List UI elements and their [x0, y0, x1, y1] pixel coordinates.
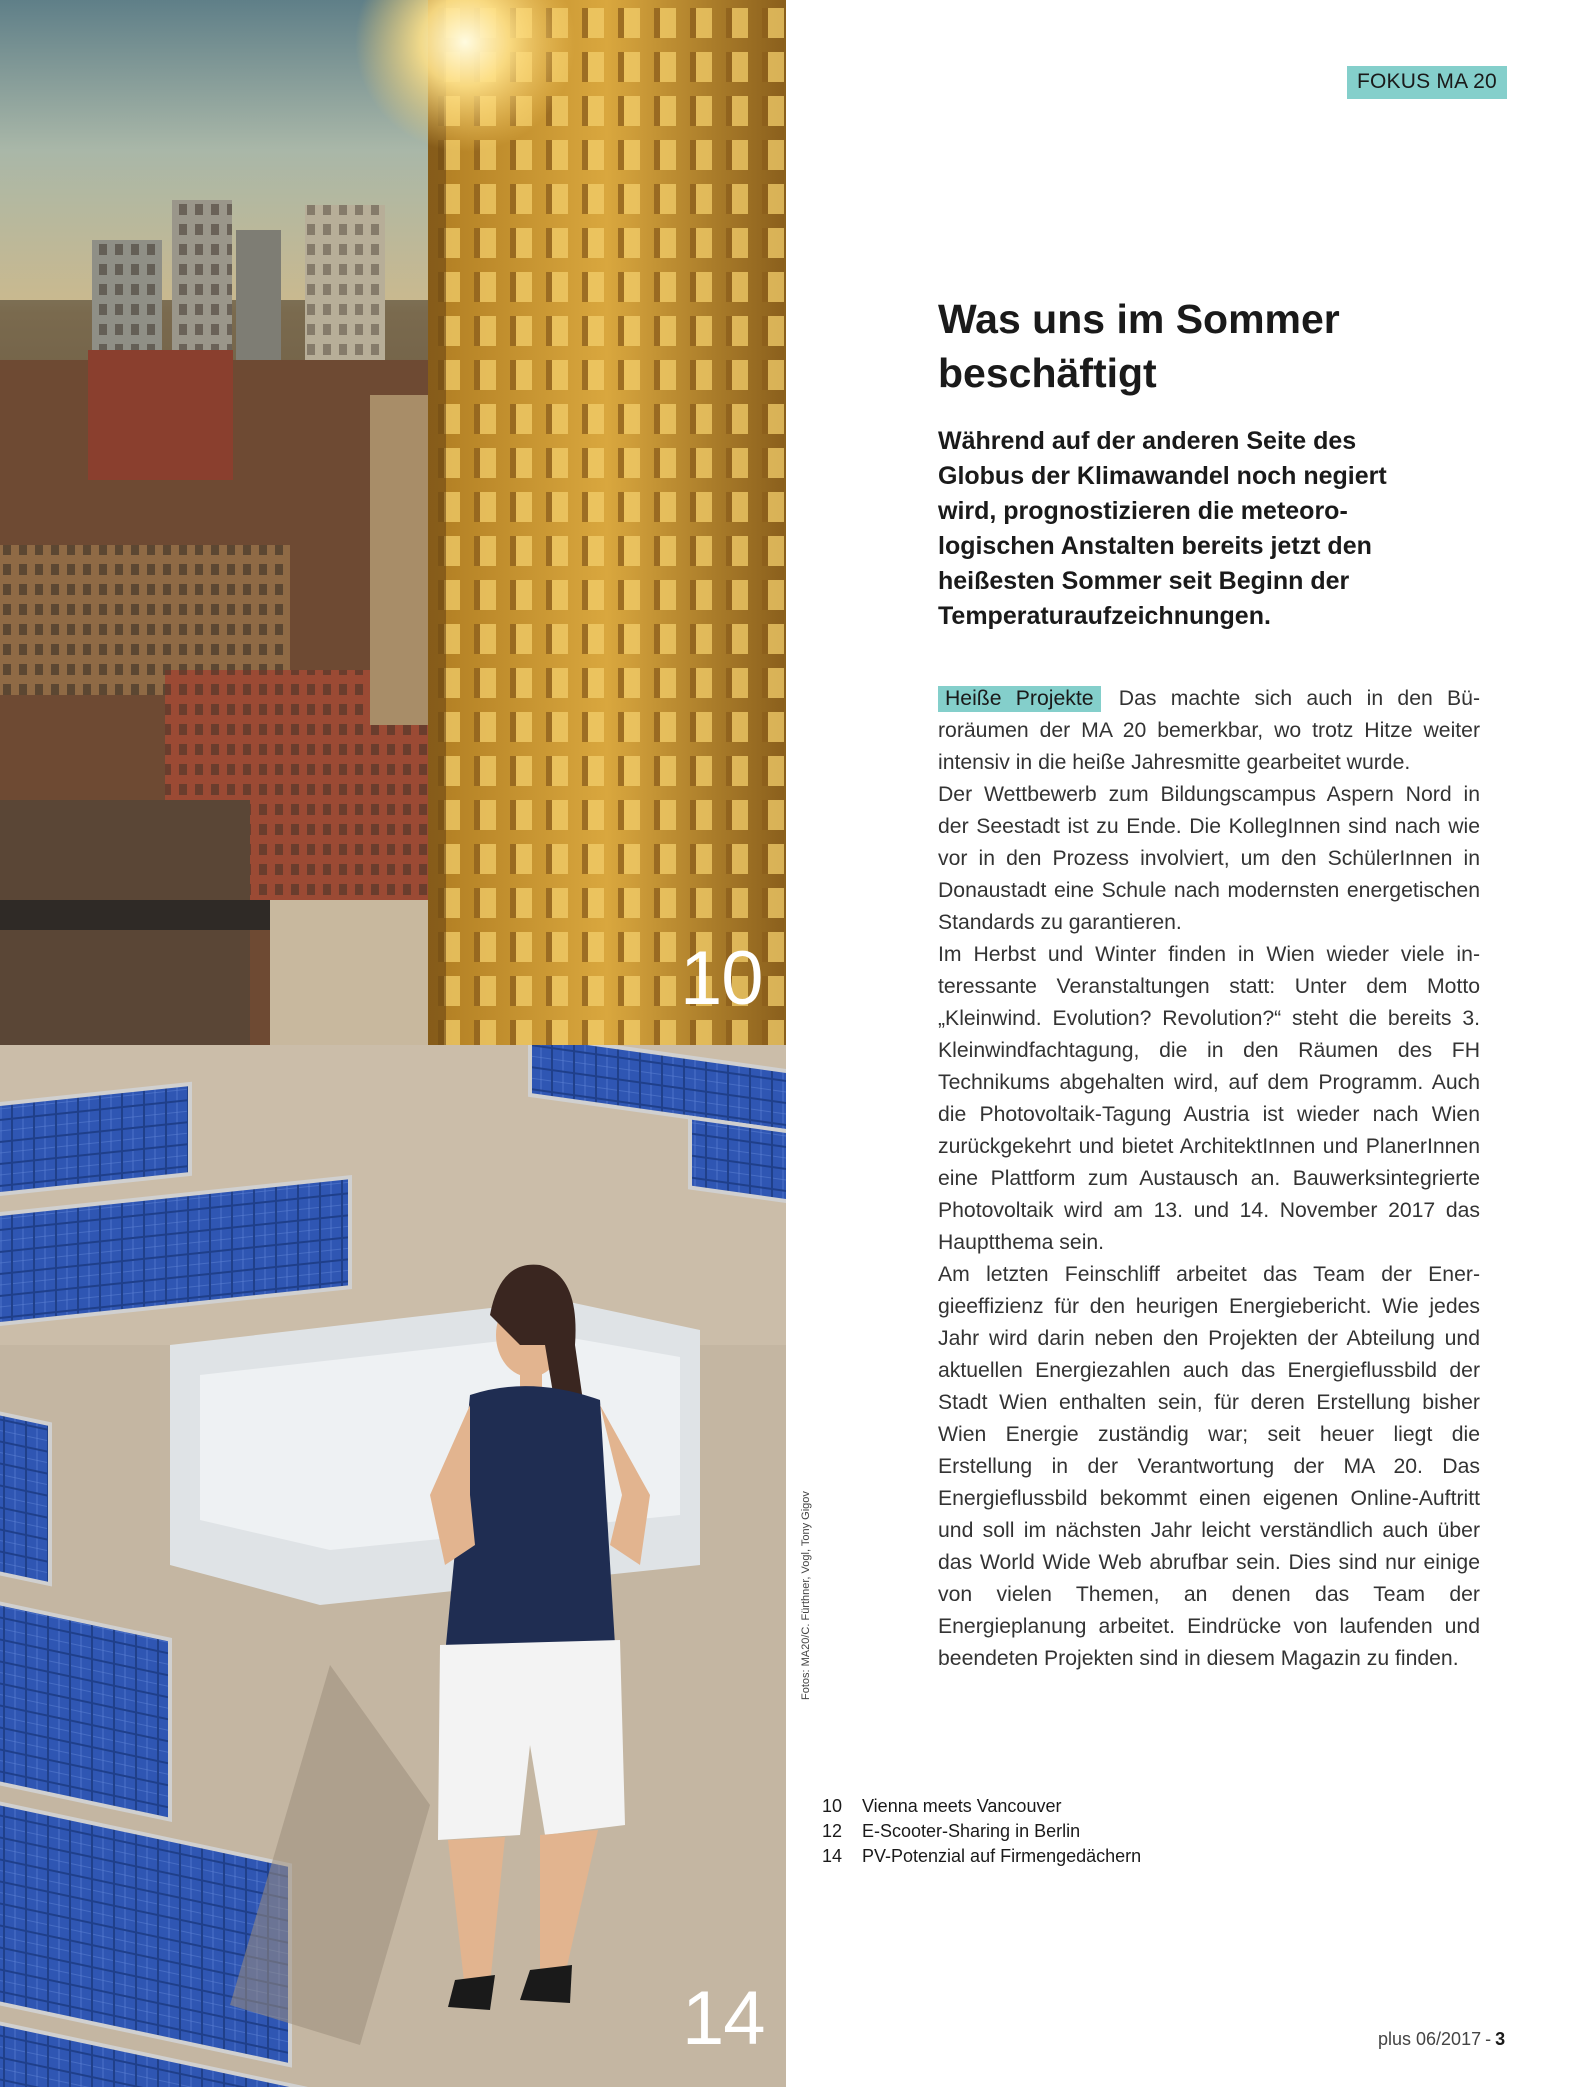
- footer-issue: plus 06/2017: [1378, 2029, 1482, 2049]
- body-kicker: Heiße Projekte: [938, 686, 1101, 712]
- photo-column: [0, 0, 786, 2087]
- footer-page-number: 3: [1495, 2029, 1506, 2049]
- article-body: [938, 683, 1480, 1675]
- photo-vancouver-skyline: [0, 0, 786, 1045]
- photo-credit: Fotos: MA20/C. Fürthner, Vogl, Tony Gigov: [800, 1491, 812, 1700]
- toc-item-number: 10: [822, 1796, 843, 1816]
- toc-item[interactable]: [822, 1844, 1141, 1869]
- footer-separator: -: [1485, 2029, 1492, 2049]
- headline: Was uns im Sommer beschäftigt: [938, 296, 1340, 396]
- body-paragraph-1: [938, 683, 1480, 779]
- page-footer: [1378, 2029, 1505, 2050]
- toc-item-title: PV-Potenzial auf Firmengedächern: [862, 1846, 1142, 1866]
- toc-item[interactable]: [822, 1794, 1141, 1819]
- lead-paragraph: Während auf der anderen Seite des Globus der Klimawandel noch negiert wird, prognostizieren die meteorologischen Anstalten bereits jetzt den heißesten Sommer seit Beginn der Temperaturaufzeichnungen.: [938, 427, 1387, 630]
- photo-page-number-10: 10: [680, 936, 763, 1021]
- photo-rooftop-solar: [0, 1045, 786, 2087]
- table-of-contents: [822, 1794, 1141, 1869]
- rooftop-illustration: [0, 1045, 786, 2087]
- body-paragraph-2: Der Wettbewerb zum Bildungscampus Aspern Nord in der Seestadt ist zu Ende. Die KollegInnen sind nach wie vor in den Prozess involviert, um den SchülerInnen in Donaustadt eine Schule nach modernsten energetischen Standards zu garantieren.: [938, 783, 1480, 934]
- toc-item-number: 12: [822, 1821, 843, 1841]
- vancouver-illustration: [0, 0, 786, 1045]
- body-paragraph-1-text: Das machte sich auch in den Büroräumen der MA 20 bemerkbar, wo trotz Hitze weiter intensiv in die heiße Jahresmitte gearbeitet wurde.: [938, 687, 1481, 774]
- body-paragraph-3: Im Herbst und Winter finden in Wien wieder viele interessante Veranstaltungen statt: Unter dem Motto „Kleinwind. Evolution? Revolution?“ steht die bereits 3. Kleinwindfachtagung, die in den Räumen des FH Technikums abgehalten wird, auf dem Programm. Auch die Photovoltaik-Tagung Austria ist wieder nach Wien zurückgekehrt und bietet ArchitektInnen und PlanerInnen eine Plattform zum Austausch an. Bauwerksintegrierte Photovoltaik wird am 13. und 14. November 2017 das Hauptthema sein.: [938, 943, 1480, 1254]
- toc-item-title: E-Scooter-Sharing in Berlin: [862, 1821, 1081, 1841]
- toc-item-title: Vienna meets Vancouver: [862, 1796, 1062, 1816]
- photo-page-number-14: 14: [682, 1976, 765, 2061]
- section-tag: FOKUS MA 20: [1347, 66, 1507, 99]
- toc-item[interactable]: [822, 1819, 1141, 1844]
- body-paragraph-4: Am letzten Feinschliff arbeitet das Team der Energieeffizienz für den heurigen Energiebericht. Wie jedes Jahr wird darin neben den Projekten der Abteilung und aktuellen Energiezahlen auch das Energieflussbild der Stadt Wien enthalten sein, für deren Erstellung bisher Wien Energie zuständig war; seit heuer liegt die Erstellung in der Verantwortung der MA 20. Das Energieflussbild bekommt einen eigenen Online-Auftritt und soll im nächsten Jahr leicht verständlich auch über das World Wide Web abrufbar sein. Dies sind nur einige von vielen Themen, an denen das Team der Energieplanung arbeitet. Eindrücke von laufenden und beendeten Projekten sind in diesem Magazin zu finden.: [938, 1263, 1480, 1670]
- toc-item-number: 14: [822, 1846, 843, 1866]
